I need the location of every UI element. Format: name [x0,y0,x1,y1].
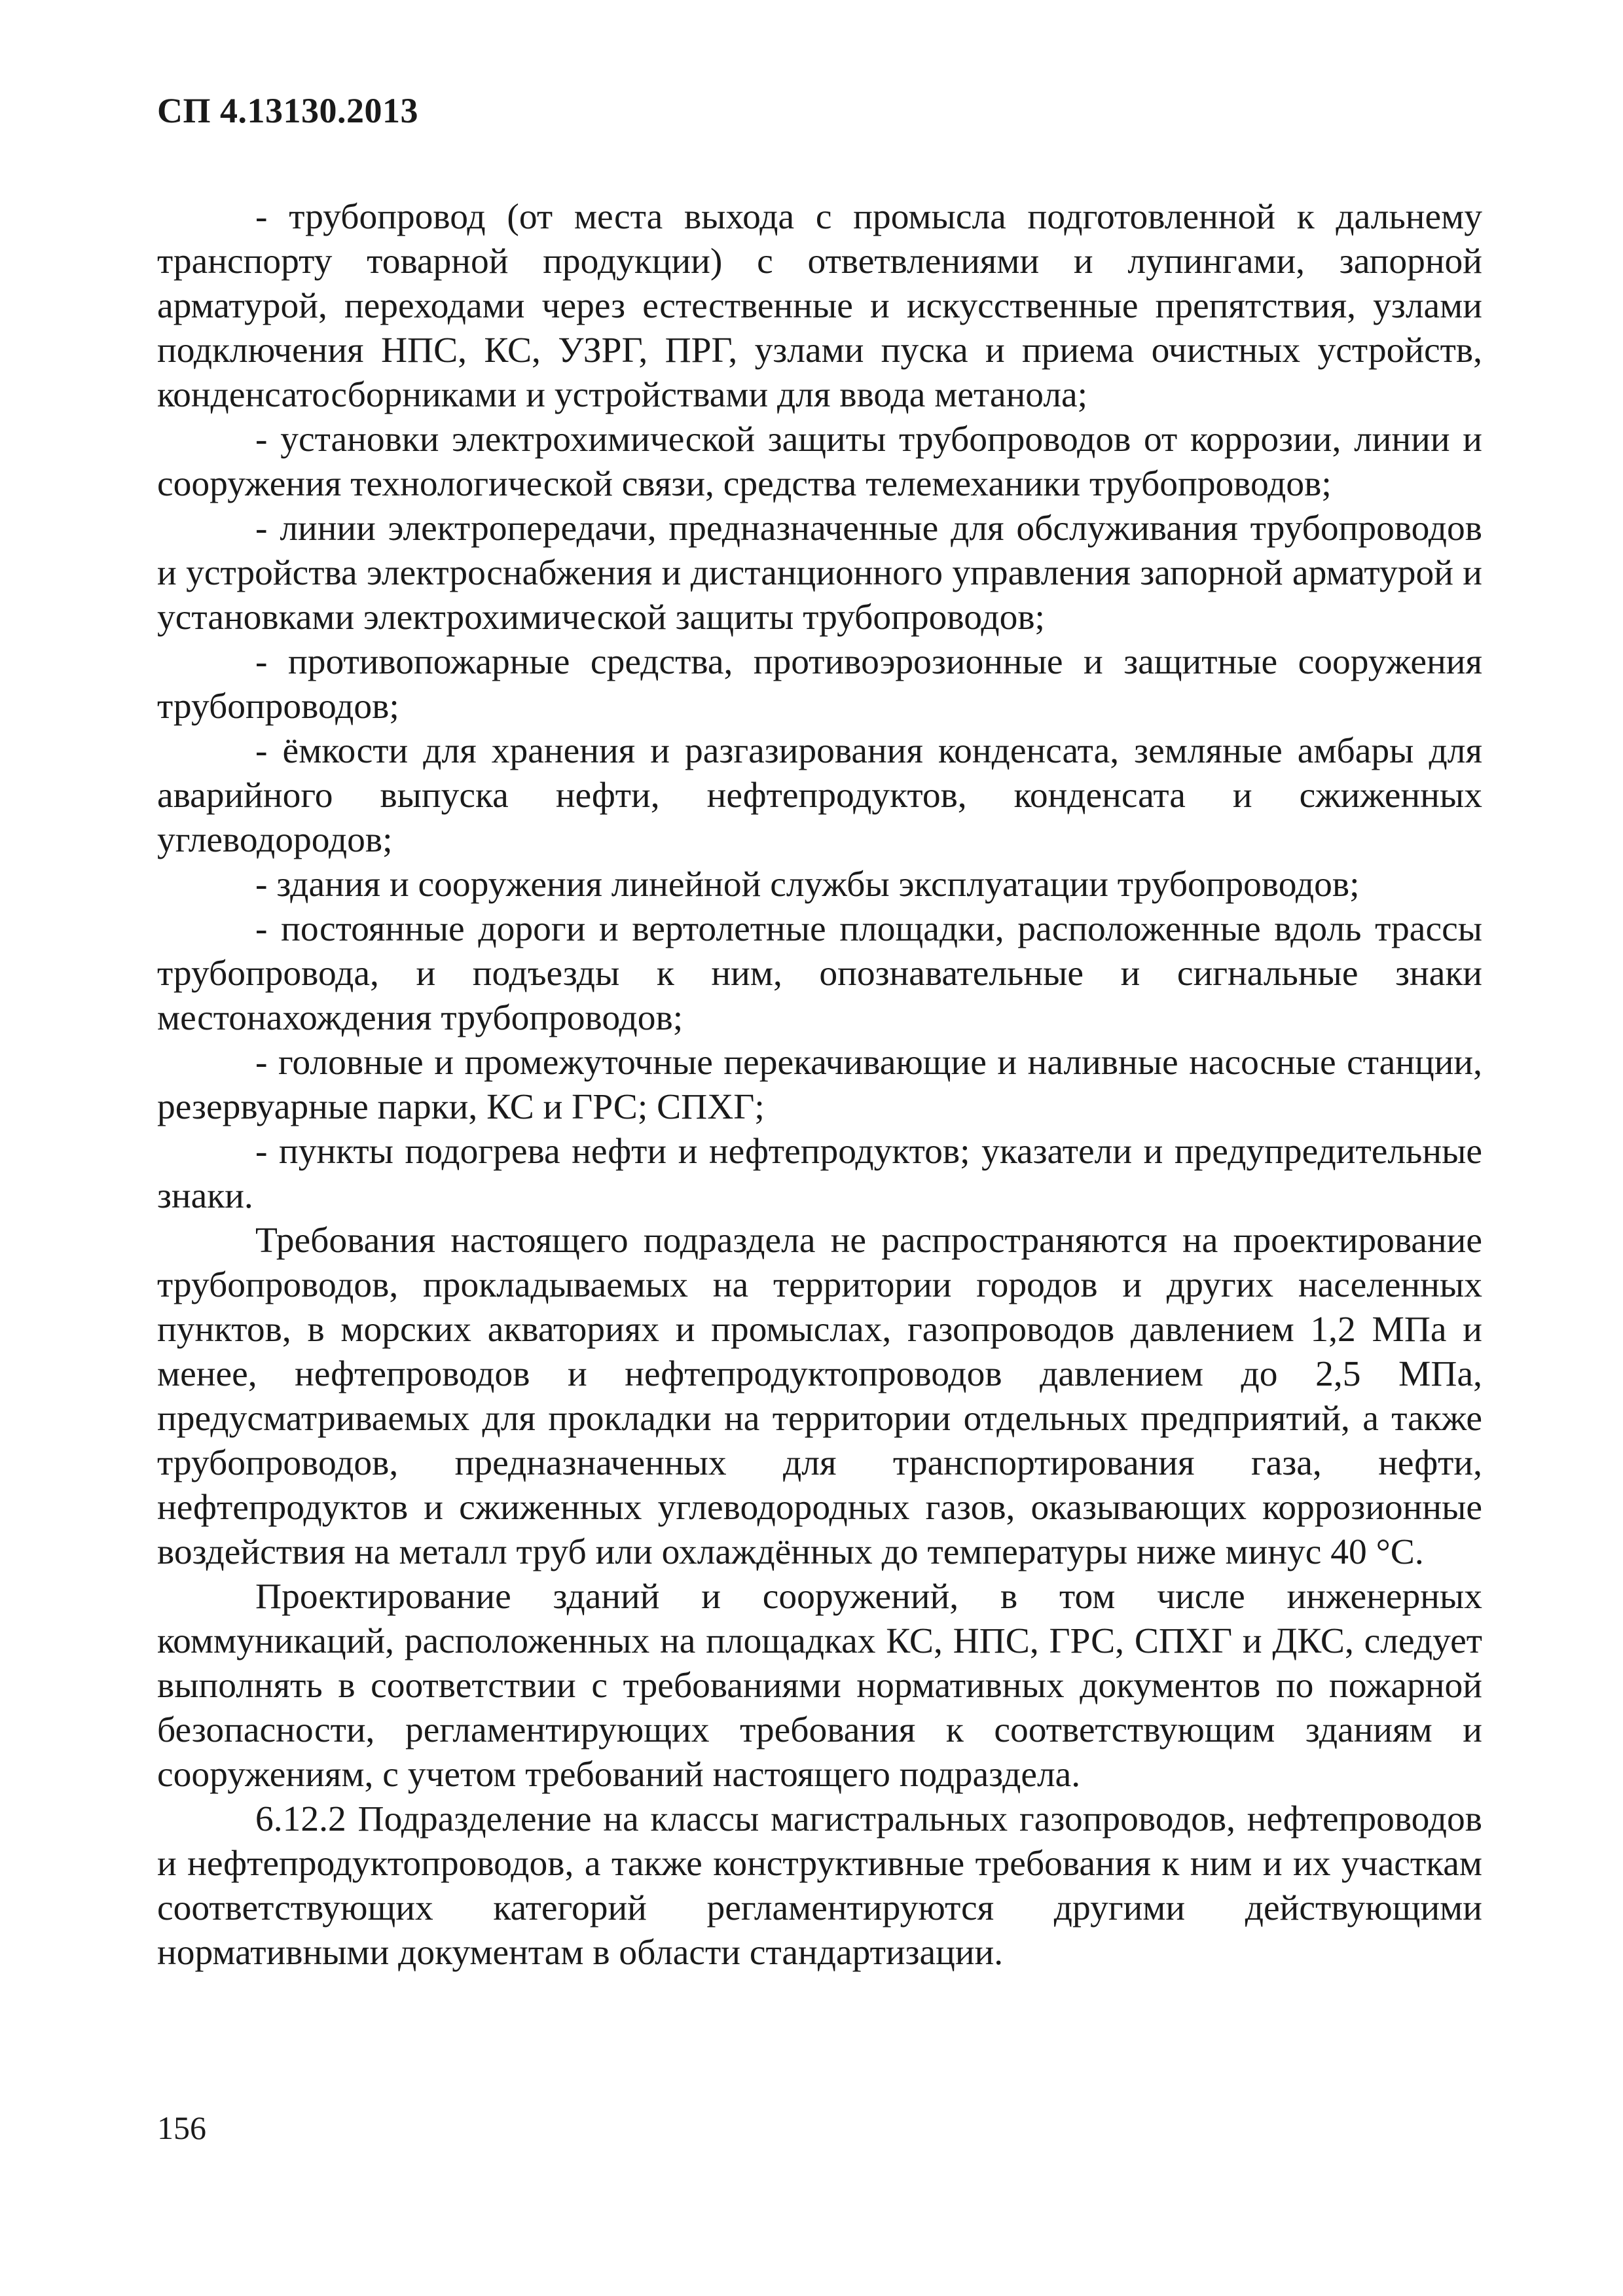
paragraph-requirements-scope: Требования настоящего подраздела не распространяются на проектирование трубопроводов, прокладываемых на территории городов и других населенных пунктов, в морских акваториях и промыслах, газопроводов давлением 1,2 МПа и менее, нефтепроводов и нефтепродуктопроводов давлением до 2,5 МПа, предусматриваемых для прокладки на территории отдельных предприятий, а также трубопроводов, предназначенных для транспортирования газа, нефти, нефтепродуктов и сжиженных углеводородных газов, оказывающих коррозионные воздействия на металл труб или охлаждённых до температуры ниже минус 40 °С. [157,1221,1482,1572]
list-item-heating-points: - пункты подогрева нефти и нефтепродуктов; указатели и предупредительные знаки. [157,1132,1482,1216]
list-item-pump-stations: - головные и промежуточные перекачивающие и наливные насосные станции, резервуарные парки, КС и ГРС; СПХГ; [157,1043,1482,1127]
list-item-roads-helipads: - постоянные дороги и вертолетные площадки, расположенные вдоль трассы трубопровода, и подъезды к ним, опознавательные и сигнальные знаки местонахождения трубопроводов; [157,909,1482,1038]
document-code-header: СП 4.13130.2013 [157,91,418,130]
page-number: 156 [157,2109,206,2146]
list-item-ecp-installations: - установки электрохимической защиты трубопроводов от коррозии, линии и сооружения технологической связи, средства телемеханики трубопроводов; [157,420,1482,504]
list-item-power-lines: - линии электропередачи, предназначенные для обслуживания трубопроводов и устройства электроснабжения и дистанционного управления запорной арматурой и установками электрохимической защиты трубопроводов; [157,509,1482,637]
document-body [157,195,1482,1975]
paragraph-section-6-12-2: 6.12.2 Подразделение на классы магистральных газопроводов, нефтепроводов и нефтепродуктопроводов, а также конструктивные требования к ним и их участкам соответствующих категорий регламентируются другими действующими нормативными документам в области стандартизации. [157,1799,1482,1973]
list-item-condensate-tanks: - ёмкости для хранения и разгазирования конденсата, земляные амбары для аварийного выпуска нефти, нефтепродуктов, конденсата и сжиженных углеводородов; [157,731,1482,860]
paragraph-building-design: Проектирование зданий и сооружений, в том числе инженерных коммуникаций, расположенных на площадках КС, НПС, ГРС, СПХГ и ДКС, следует выполнять в соответствии с требованиями нормативных документов по пожарной безопасности, регламентирующих требования к соответствующим зданиям и сооружениям, с учетом требований настоящего подраздела. [157,1577,1482,1795]
list-item-pipeline: - трубопровод (от места выхода с промысла подготовленной к дальнему транспорту товарной продукции) с ответвлениями и лупингами, запорной арматурой, переходами через естественные и искусственные препятствия, узлами подключения НПС, КС, УЗРГ, ПРГ, узлами пуска и приема очистных устройств, конденсатосборниками и устройствами для ввода метанола; [157,197,1482,415]
list-item-fire-protection: - противопожарные средства, противоэрозионные и защитные сооружения трубопроводов; [157,642,1482,726]
list-item-linear-service-buildings: - здания и сооружения линейной службы эксплуатации трубопроводов; [255,865,1360,905]
